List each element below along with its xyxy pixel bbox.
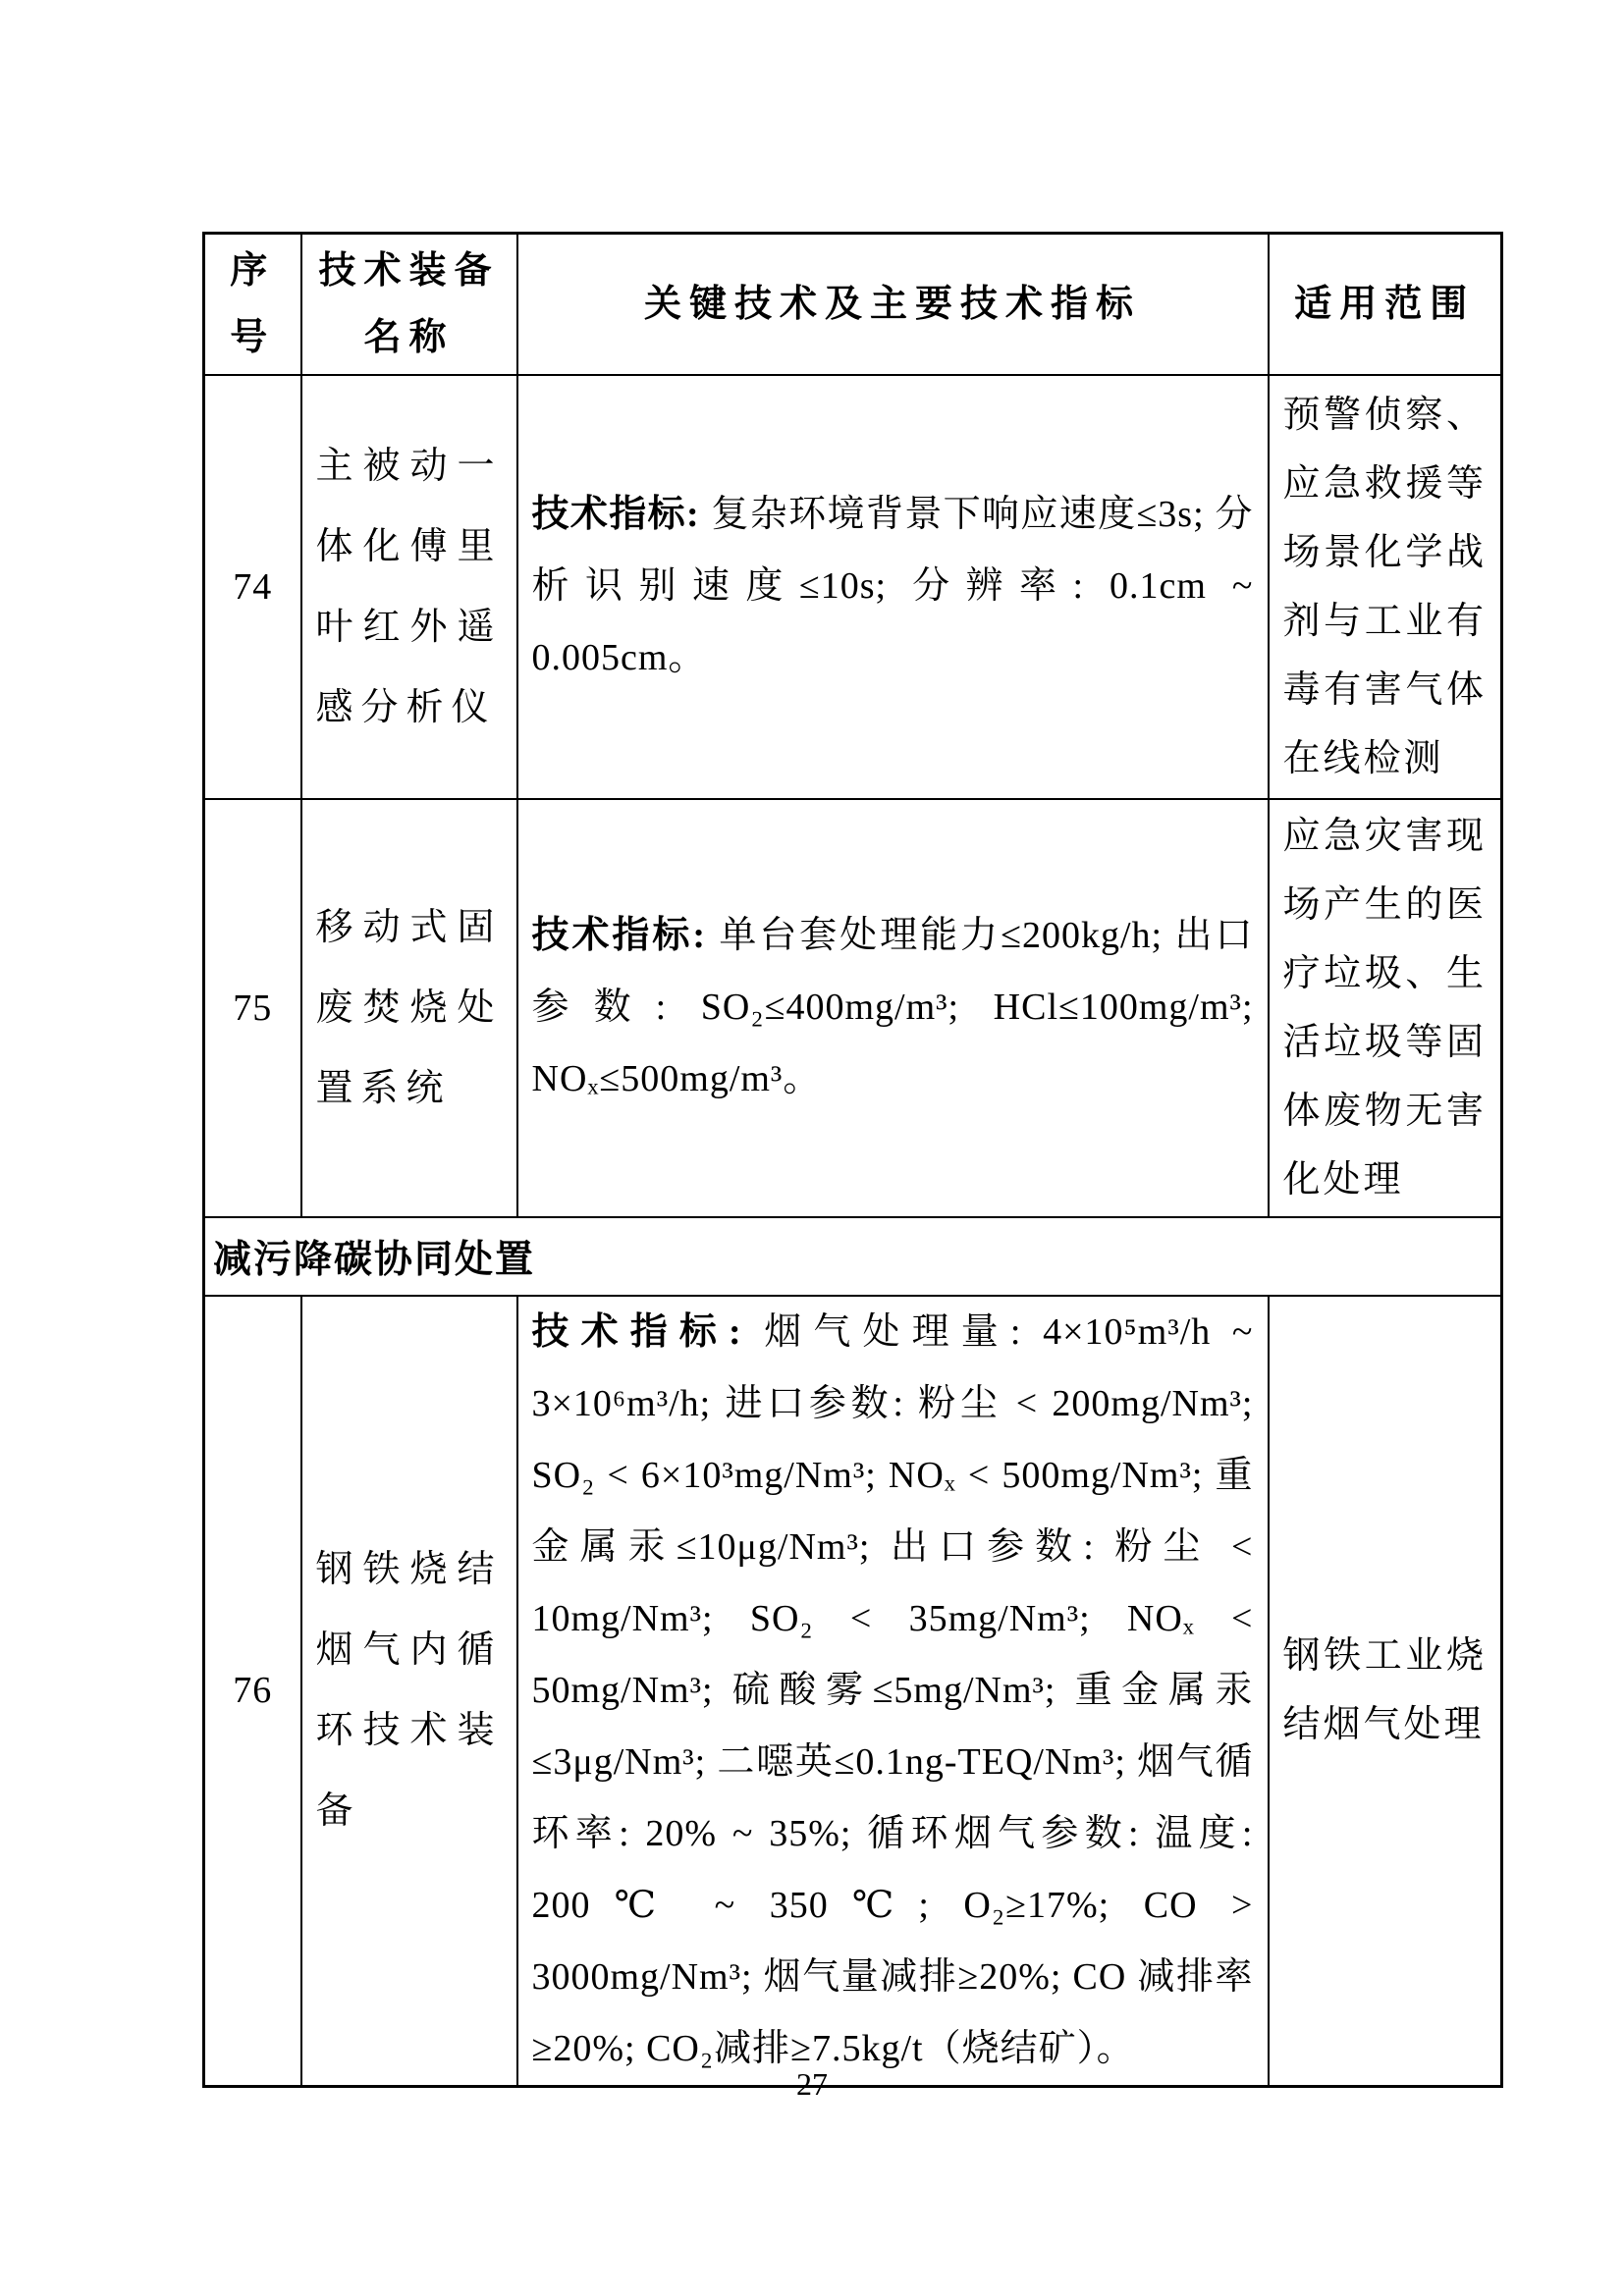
row-74-equipment-name: 主被动一体化傅里叶红外遥感分析仪 xyxy=(315,445,503,728)
header-cell-index xyxy=(204,234,301,375)
row-75-indicator-label: 技术指标: xyxy=(531,915,707,956)
row-75-indicator-cell xyxy=(517,799,1269,1217)
row-76-index: 76 xyxy=(204,1296,301,2087)
header-scope-label: 适用范围 xyxy=(1294,283,1476,325)
row-75-indicator-text xyxy=(532,900,1254,1115)
row-75-index: 75 xyxy=(204,799,301,1217)
row-74-name-cell xyxy=(301,375,517,799)
section-header-cell xyxy=(204,1217,1502,1296)
header-cell-equipment-name xyxy=(301,234,517,375)
table-row-75 xyxy=(204,799,1502,1217)
table-row-74 xyxy=(204,375,1502,799)
row-74-scope-cell xyxy=(1269,375,1502,799)
section-header-text: 减污降碳协同处置 xyxy=(213,1238,536,1281)
equipment-spec-table xyxy=(202,232,1503,2088)
table-row-76 xyxy=(204,1296,1502,2087)
row-75-equipment-name: 移动式固废焚烧处置系统 xyxy=(315,906,503,1109)
header-index-label: 序号 xyxy=(230,249,276,358)
section-header-row xyxy=(204,1217,1502,1296)
table-header-row xyxy=(204,234,1502,375)
page-number: 27 xyxy=(796,2066,828,2102)
row-74-index: 74 xyxy=(204,375,301,799)
row-76-indicator-cell xyxy=(517,1296,1269,2087)
row-75-name-cell xyxy=(301,799,517,1217)
header-key-tech-label: 关键技术及主要技术指标 xyxy=(643,283,1141,325)
row-76-indicator-label: 技术指标: xyxy=(531,1310,742,1353)
row-74-indicator-cell xyxy=(517,375,1269,799)
row-74-indicator-text xyxy=(532,479,1254,694)
header-equipment-name-label: 技术装备名称 xyxy=(318,249,500,358)
row-74-indicator-label: 技术指标: xyxy=(531,494,700,535)
row-75-indicator-body: 单台套处理能力≤200kg/h; 出口参数: SO₂≤400mg/m³; HCl≤100mg/m³; NOₓ≤500mg/m³。 xyxy=(531,915,1254,1099)
row-76-name-cell xyxy=(301,1296,517,2087)
row-76-scope-text: 钢铁工业烧结烟气处理 xyxy=(1282,1635,1487,1745)
row-75-scope-cell xyxy=(1269,799,1502,1217)
row-74-scope-text: 预警侦察、应急救援等场景化学战剂与工业有毒有害气体在线检测 xyxy=(1282,394,1487,779)
row-75-scope-text: 应急灾害现场产生的医疗垃圾、生活垃圾等固体废物无害化处理 xyxy=(1282,815,1487,1201)
header-cell-scope xyxy=(1269,234,1502,375)
header-cell-key-tech xyxy=(517,234,1269,375)
row-76-equipment-name: 钢铁烧结烟气内循环技术装备 xyxy=(315,1549,503,1832)
row-74-indicator-body: 复杂环境背景下响应速度≤3s; 分析识别速度≤10s; 分辨率: 0.1cm ~ 0.005cm。 xyxy=(531,494,1254,678)
row-76-scope-cell xyxy=(1269,1296,1502,2087)
row-76-indicator-text xyxy=(532,1297,1254,2085)
row-76-indicator-body: 烟气处理量: 4×10⁵m³/h ~ 3×10⁶m³/h; 进口参数: 粉尘 < 200mg/Nm³; SO₂ < 6×10³mg/Nm³; NOₓ < 500mg/Nm³; 重金属汞≤10μg/Nm³; 出口参数: 粉尘 < 10mg/Nm³; SO₂ < 35mg/Nm³; NOₓ < 50mg/Nm³; 硫酸雾≤5mg/Nm³; 重金属汞≤3μg/Nm³; 二噁英≤0.1ng-TEQ/Nm³; 烟气循环率: 20% ~ 35%; 循环烟气参数: 温度: 200℃ ~ 350℃; O₂≥17%; CO > 3000mg/Nm³; 烟气量减排≥20%; CO 减排率≥20%; CO₂减排≥7.5kg/t（烧结矿）。 xyxy=(531,1310,1254,2069)
